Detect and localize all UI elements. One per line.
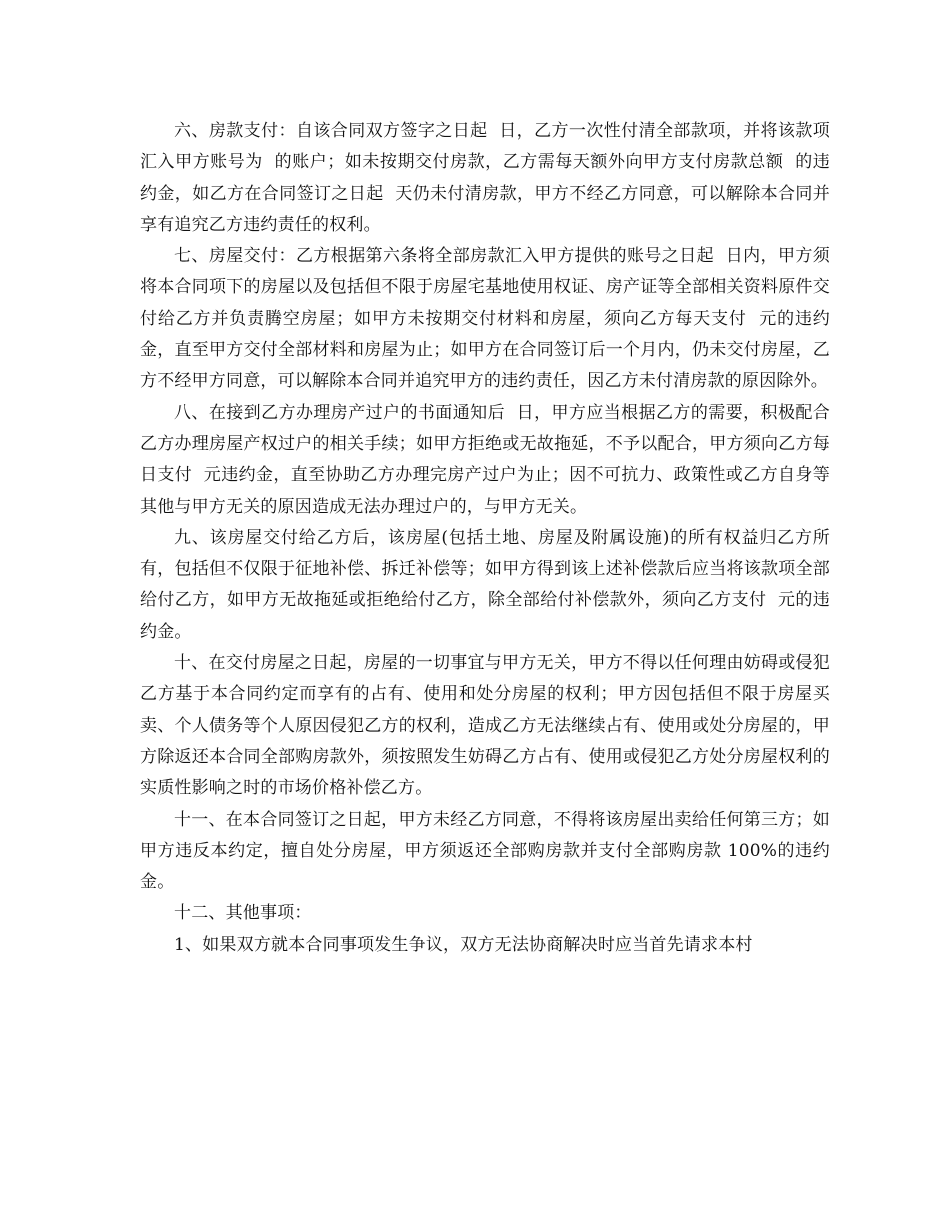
clause-6-payment: 六、房款支付：自该合同双方签字之日起 日，乙方一次性付清全部款项，并将该款项汇入甲方账号为 的账户；如未按期交付房款，乙方需每天额外向甲方支付房款总额 的违约金，如乙方在合同签订之日起 天仍未付清房款，甲方不经乙方同意，可以解除本合同并享有追究乙方违约责任的权利。 [140, 121, 830, 235]
clause-8-transfer: 八、在接到乙方办理房产过户的书面通知后 日，甲方应当根据乙方的需要，积极配合乙方办理房屋产权过户的相关手续；如甲方拒绝或无故拖延，不予以配合，甲方须向乙方每日支付 元违约金，直至协助乙方办理完房产过户为止；因不可抗力、政策性或乙方自身等其他与甲方无关的原因造成无法办理过户的，与甲方无关。 [140, 402, 830, 517]
clause-9-rights: 九、该房屋交付给乙方后，该房屋(包括土地、房屋及附属设施)的所有权益归乙方所有，包括但不仅限于征地补偿、拆迁补偿等；如甲方得到该上述补偿款后应当将该款项全部给付乙方，如甲方无故拖延或拒绝给付乙方，除全部给付补偿款外，须向乙方支付 元的违约金。 [140, 527, 830, 642]
clause-7-delivery: 七、房屋交付：乙方根据第六条将全部房款汇入甲方提供的账号之日起 日内，甲方须将本合同项下的房屋以及包括但不限于房屋宅基地使用权证、房产证等全部相关资料原件交付给乙方并负责腾空房屋；如甲方未按期交付材料和房屋，须向乙方每天支付 元的违约金，直至甲方交付全部材料和房屋为止；如甲方在合同签订后一个月内，仍未交付房屋，乙方不经甲方同意，可以解除本合同并追究甲方的违约责任，因乙方未付清房款的原因除外。 [140, 246, 830, 392]
contract-body [140, 116, 830, 961]
clause-12-other-heading: 十二、其他事项： [174, 903, 312, 924]
clause-11-resale: 十一、在本合同签订之日起，甲方未经乙方同意，不得将该房屋出卖给任何第三方；如甲方违反本约定，擅自处分房屋，甲方须返还全部购房款并支付全部购房款 100%的违约金。 [140, 809, 830, 893]
clause-12-item-1: 1、如果双方就本合同事项发生争议，双方无法协商解决时应当首先请求本村 [174, 934, 753, 955]
clause-10-possession: 十、在交付房屋之日起，房屋的一切事宜与甲方无关，甲方不得以任何理由妨碍或侵犯乙方基于本合同约定而享有的占有、使用和处分房屋的权利；甲方因包括但不限于房屋买卖、个人债务等个人原因侵犯乙方的权利，造成乙方无法继续占有、使用或处分房屋的，甲方除返还本合同全部购房款外，须按照发生妨碍乙方占有、使用或侵犯乙方处分房屋权利的实质性影响之时的市场价格补偿乙方。 [140, 653, 830, 799]
